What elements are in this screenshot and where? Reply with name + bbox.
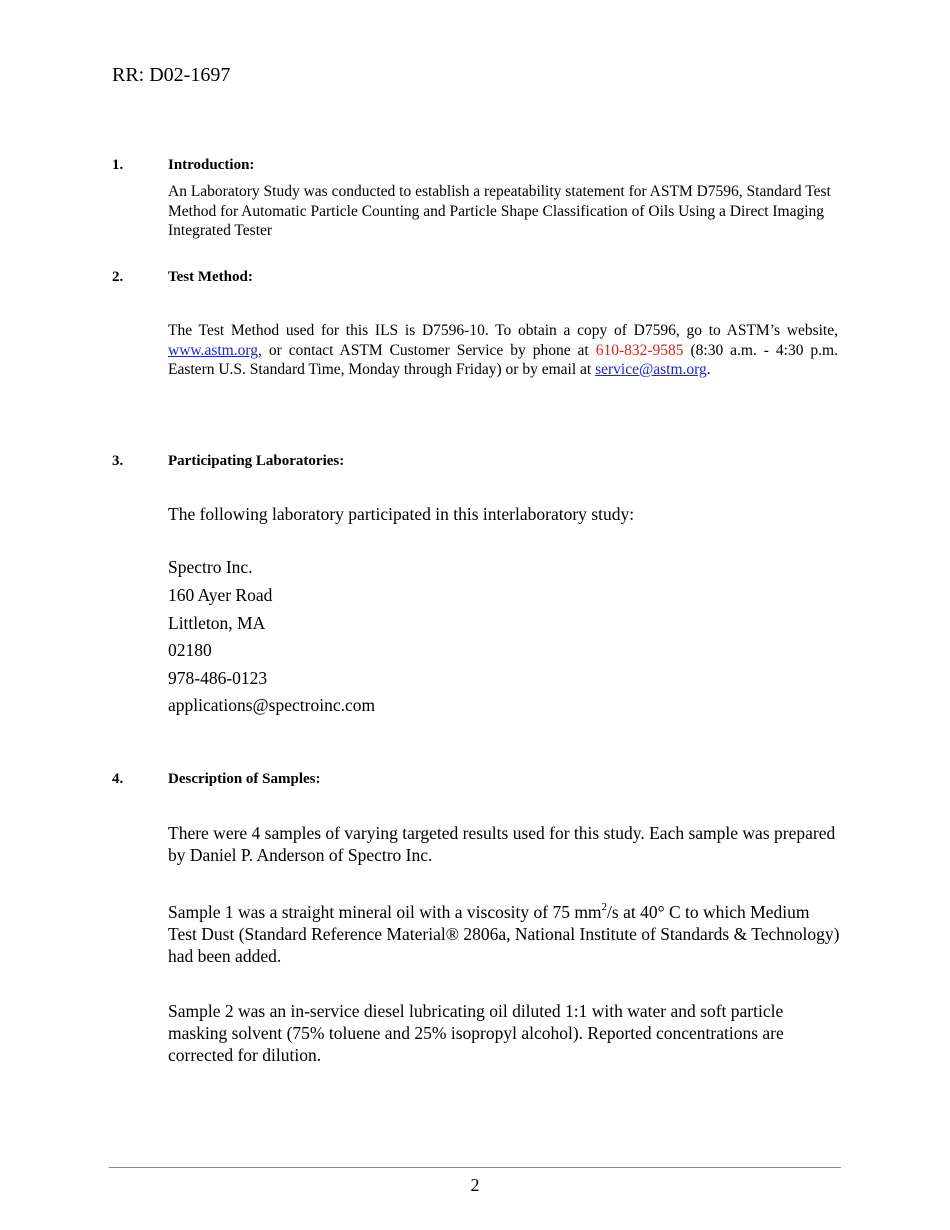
test-method-text: (8:30 a.m. - 4:30 p.m. Eastern U.S. Standard Time, Monday through Friday) or by email at [168, 341, 838, 378]
page-number: 2 [470, 1175, 480, 1195]
section-heading-introduction: Introduction: [168, 157, 255, 173]
lab-zip: 02180 [168, 640, 212, 660]
test-method-text: , or contact ASTM Customer Service by phone at [257, 341, 596, 359]
section-number: 1. [112, 157, 124, 173]
astm-phone-number: 610-832-9585 [595, 341, 684, 359]
test-method-text: The Test Method used for this ILS is D7596-10. To obtain a copy of D7596, go to ASTM’s website, [168, 322, 838, 339]
superscript-2: 2 [601, 901, 608, 913]
lab-city: Littleton, MA [168, 613, 266, 633]
samples-overview-paragraph: There were 4 samples of varying targeted results used for this study. Each sample was prepared by Daniel P. Anderson of Spectro Inc. [168, 823, 836, 865]
test-method-paragraph [168, 321, 838, 380]
test-method-text: . [706, 361, 711, 378]
lab-email: applications@spectroinc.com [168, 695, 376, 715]
section-heading-description-of-samples: Description of Samples: [168, 771, 321, 787]
section-number: 3. [112, 453, 124, 469]
lab-phone: 978-486-0123 [168, 668, 268, 688]
sample-1-paragraph [168, 901, 840, 967]
sample-1-text: /s at 40° C to which Medium Test Dust (Standard Reference Material® 2806a, National Institute of Standards & Technology) had been added. [168, 902, 840, 966]
footer-divider [109, 1167, 841, 1168]
astm-email-link[interactable]: service@astm.org [595, 361, 707, 378]
lab-name: Spectro Inc. [168, 557, 253, 577]
section-heading-participating-laboratories: Participating Laboratories: [168, 453, 345, 469]
section-number: 4. [112, 771, 124, 787]
sample-2-paragraph: Sample 2 was an in-service diesel lubricating oil diluted 1:1 with water and soft particle masking solvent (75% toluene and 25% isopropyl alcohol). Reported concentrations are corrected for dilution. [168, 1001, 784, 1065]
section-heading-test-method: Test Method: [168, 269, 253, 285]
introduction-paragraph: An Laboratory Study was conducted to establish a repeatability statement for ASTM D7596, Standard Test Method for Automatic Particle Counting and Particle Shape Classification of Oils Using a Direct Imaging Integrated Tester [168, 183, 831, 239]
astm-website-link[interactable]: www.astm.org [168, 341, 258, 359]
lab-street: 160 Ayer Road [168, 585, 273, 605]
document-id: RR: D02-1697 [112, 64, 231, 86]
labs-intro-text: The following laboratory participated in this interlaboratory study: [168, 504, 635, 524]
section-number: 2. [112, 269, 124, 285]
sample-1-text: Sample 1 was a straight mineral oil with a viscosity of 75 mm [168, 902, 602, 922]
